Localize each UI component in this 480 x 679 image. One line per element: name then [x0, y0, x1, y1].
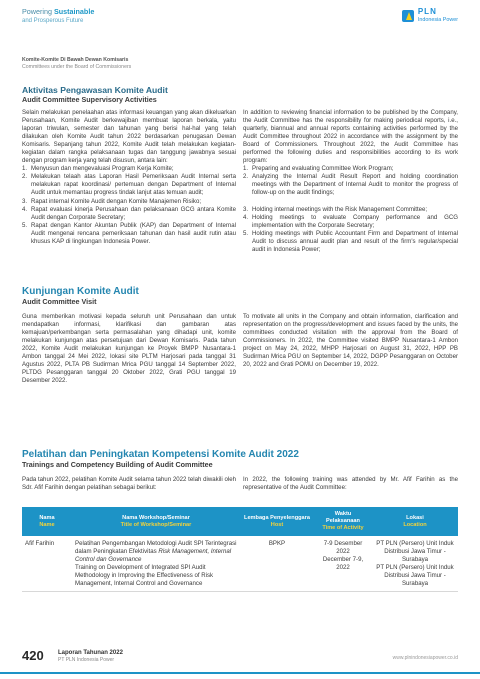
section2-right-column	[243, 313, 458, 369]
section2-right-text: To motivate all units in the Company and obtain information, clarification and representation on the progress/development and issues faced by the units, the committees conducted visitation with the approval from the Board of Commissioners. In 2022, the Committee visited BMPP Nusantara-1 Ambon project on May 24, 2022, MHPP Harjosari on August 31, 2022, HPP PB Sudirman Mrica PGU on September 14, 2022, DGPP Pesanggaran on October 20, 2022 and Grati POMU on December 19, 2022.	[243, 313, 458, 369]
list-item: 5. Rapat dengan Kantor Akuntan Publik (KAP) dan Department of Internal Audit mengenai rencana pemeriksaan tahunan dan hasil audit rutin atau khusus KAP di lingkungan Indonesia Power.	[22, 221, 236, 245]
cell-time: 7-9 Desember 2022 December 7-9, 2022	[314, 536, 372, 592]
table-row	[22, 536, 458, 592]
page-header	[0, 0, 480, 44]
list-item: 2. Analyzing the Internal Audit Result Report and holding coordination meetings with the Department of Internal Audit to monitor the progress of follow-up on the audit findings;	[243, 173, 458, 197]
cell-location: PT PLN (Persero) Unit Induk Distribusi Jawa Timur - Surabaya PT PLN (Persero) Unit Induk Distribusi Jawa Timur - Surabaya	[372, 536, 458, 592]
section2-title-en: Audit Committee Visit	[22, 297, 97, 306]
breadcrumb	[22, 57, 131, 70]
breadcrumb-id: Komite-Komite Di Bawah Dewan Komisaris	[22, 57, 129, 63]
list-item: 3. Rapat internal Komite Audit dengan Komite Manajemen Risiko;	[22, 197, 202, 205]
section3-left-column	[22, 476, 236, 492]
section1-heading	[22, 85, 168, 104]
list-item: 3. Holding internal meetings with the Risk Management Committee;	[243, 205, 428, 213]
list-item: 4. Holding meetings to evaluate Company performance and GCG implementation with the Corporate Secretary;	[243, 213, 458, 229]
section1-left-list	[22, 165, 236, 245]
list-item: 5. Holding meetings with Public Accountant Firm and Department of Internal Audit to discuss annual audit plan and result of the firm's regular/special audit in Indonesia Power;	[243, 229, 458, 253]
section1-left-intro: Selain melakukan penelaahan atas informasi keuangan yang akan dikeluarkan Perusahaan, Komite Audit berkewajiban membuat laporan berkala, yaitu laporan triwulan, semester dan tahunan yang berisi hal-hal yang telah dilakukan oleh Komite Audit tahun 2022 berdasarkan penugasan Dewan Komisaris. Sepanjang tahun 2022, Komite Audit telah melakukan kegiatan-kegiatan dalam rangka pelaksanaan tugas dan tanggung jawabnya sesuai dengan program kerja yang telah disusun, antara lain:	[22, 109, 236, 165]
brand-line2: and Prosperous Future	[22, 17, 84, 24]
pln-logo	[402, 8, 458, 24]
column-header-time: Waktu Pelaksanaan Time of Activity	[314, 507, 372, 536]
page-number: 420	[22, 648, 44, 663]
section2-title-id: Kunjungan Komite Audit	[22, 286, 139, 297]
column-header-title: Nama Workshop/Seminar Title of Workshop/Seminar	[72, 507, 240, 536]
list-item: 1. Preparing and evaluating Committee Work Program;	[243, 165, 394, 173]
page-footer	[0, 642, 480, 679]
footer-report-en: PT PLN Indonesia Power	[58, 657, 115, 663]
section1-right-intro: In addition to reviewing financial information to be published by the Company, the Audit Committee has the responsibility for making periodical reports, i.e., quarterly, biannual and annual reports containing activities performed by the Audit Committee throughout 2022 in accordance with the assignment by the Board of Commissioners. Throughout 2022, the Audit Committee has performed the following duties and responsibilities according to its work program:	[243, 109, 458, 165]
cell-title: Pelatihan Pengembangan Metodologi Audit SPI Terintegrasi dalam Peningkatan Efektivitas Risk Management, Internal Control dan Governance Training on Development of Integrated SPI Audit Methodology in Improving the Effectiveness of Risk Management, Internal Control and Governance	[72, 536, 240, 592]
section3-right-column	[243, 476, 458, 492]
table-header-row	[22, 507, 458, 536]
footer-report-id: Laporan Tahunan 2022	[58, 650, 123, 656]
cell-host: BPKP	[240, 536, 314, 592]
logo-name: PLN	[417, 7, 437, 16]
section1-right-list	[243, 165, 458, 253]
section3-title-en: Trainings and Competency Building of Audit Committee	[22, 460, 213, 469]
section1-title-en: Audit Committee Supervisory Activities	[22, 95, 157, 104]
logo-subtitle: Indonesia Power	[417, 17, 458, 23]
brand-bold: Sustainable	[53, 7, 95, 16]
training-table	[22, 507, 458, 592]
list-item: 1. Menyusun dan mengevaluasi Program Kerja Komite;	[22, 165, 174, 173]
section3-right-text: In 2022, the following training was attended by Mr. Afif Farihin as the representative of the Audit Committee:	[243, 476, 458, 492]
section1-right-column	[243, 109, 458, 254]
section2-left-text: Guna memberikan motivasi kepada seluruh unit Perusahaan dan untuk mendapatkan informasi, klarifikasi dan gambaran atas kemajuan/perkembangan serta permasalahan yang dihadapi unit, komite melakukan kunjungan atas persetujuan dari Dewan Komisaris. Pada tahun 2022, Komite Audit melakukan kunjungan ke Proyek BMPP Nusantara-1 Ambon tanggal 24 Mei 2022, lokasi site PLTM Harjosari pada tanggal 31 Agustus 2022, PLTA PB Sudirman Mrica PGU tanggal 14 September 2022, PLTDG Pesanggaran tanggal 20 Oktober 2022, Grati PGU tanggal 19 Desember 2022.	[22, 313, 236, 385]
column-header-location: Lokasi Location	[372, 507, 458, 536]
section1-left-column	[22, 109, 236, 246]
cell-name: Afif Farihin	[22, 536, 72, 592]
section3-left-text: Pada tahun 2022, pelatihan Komite Audit selama tahun 2022 telah diwakili oleh Sdr. Afif Farihin dengan pelatihan sebagai berikut:	[22, 476, 236, 492]
section1-title-id: Aktivitas Pengawasan Komite Audit	[22, 85, 168, 95]
list-item: 4. Rapat evaluasi kinerja Perusahaan dan pelaksanaan GCG antara Komite Audit dengan Corporate Secretary;	[22, 205, 236, 221]
footer-divider	[0, 672, 480, 674]
breadcrumb-en: Committees under the Board of Commissioners	[22, 63, 132, 70]
section3-title-id: Pelatihan dan Peningkatan Kompetensi Komite Audit 2022	[22, 449, 299, 460]
section2-heading	[22, 287, 139, 306]
list-item: 2. Melakukan telaah atas Laporan Hasil Pemeriksaan Audit Internal serta melakukan rapat koordinasi/ pertemuan dengan Department of Internal Audit untuk memantau progress tindak lanjut atas temuan audit;	[22, 173, 236, 197]
footer-url: www.plnindonesiapower.co.id	[392, 655, 458, 661]
section2-left-column	[22, 313, 236, 385]
footer-report	[58, 650, 123, 664]
section3-heading	[22, 450, 299, 469]
column-header-host: Lembaga Penyelenggara Host	[240, 507, 314, 536]
brand-tagline	[22, 8, 94, 25]
pln-lightning-icon	[402, 10, 414, 22]
column-header-name: Nama Name	[22, 507, 72, 536]
brand-prefix: Powering	[22, 7, 54, 16]
